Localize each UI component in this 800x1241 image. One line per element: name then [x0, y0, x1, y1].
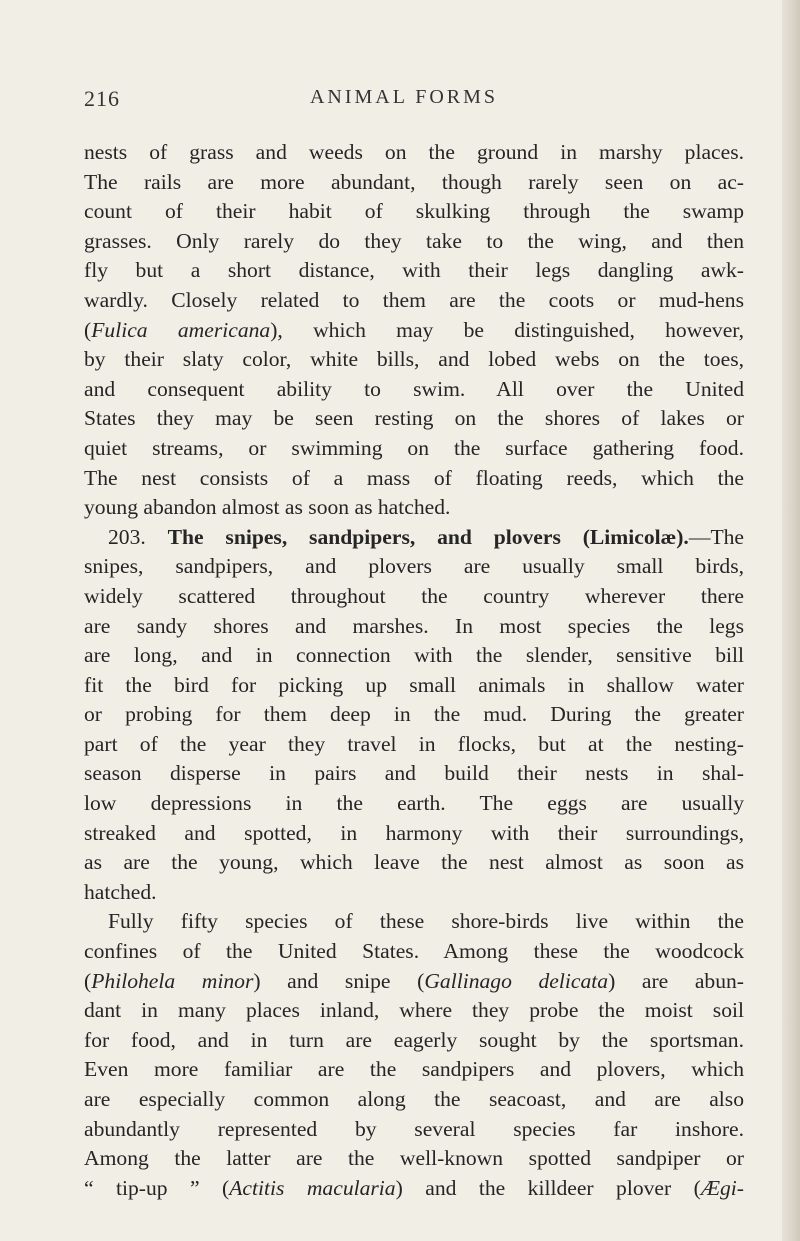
- text-line: count of their habit of skulking through the swamp: [84, 199, 744, 224]
- text-line: part of the year they travel in flocks, but at the nesting-: [84, 731, 744, 756]
- species-name: Ægi-: [700, 1175, 744, 1200]
- section-heading: The snipes, sandpipers, and plovers (Limicolæ).: [167, 524, 689, 549]
- text-line: (Fulica americana), which may be distinguished, however,: [84, 317, 745, 342]
- text-line: or probing for them deep in the mud. During the greater: [84, 702, 744, 727]
- species-name: Actitis macularia: [229, 1175, 396, 1200]
- text-line: grasses. Only rarely do they take to the wing, and then: [84, 228, 744, 253]
- species-name: Gallinago delicata: [424, 968, 609, 993]
- text-line: The rails are more abundant, though rarely seen on ac-: [84, 169, 744, 194]
- text-line: streaked and spotted, in harmony with their surroundings,: [84, 820, 744, 845]
- text-line: Among the latter are the well-known spotted sandpiper or: [84, 1146, 744, 1171]
- text-line: by their slaty color, white bills, and lobed webs on the toes,: [84, 347, 744, 372]
- text-line: confines of the United States. Among these the woodcock: [84, 939, 744, 964]
- species-name: Philohela minor: [91, 968, 254, 993]
- text-line: dant in many places inland, where they probe the moist soil: [84, 998, 744, 1023]
- text-line: fly but a short distance, with their legs dangling awk-: [84, 258, 744, 283]
- text-line: are especially common along the seacoast, and are also: [84, 1087, 744, 1111]
- body-text: [84, 138, 744, 1203]
- text-line: wardly. Closely related to them are the coots or mud-hens: [84, 287, 744, 312]
- text-line: and consequent ability to swim. All over the United: [84, 376, 744, 401]
- running-head: ANIMAL FORMS: [309, 86, 499, 108]
- text-line: Even more familiar are the sandpipers and plovers, which: [84, 1057, 744, 1082]
- text-line: season disperse in pairs and build their nests in shal-: [84, 761, 744, 786]
- text-line: quiet streams, or swimming on the surface gathering food.: [84, 435, 744, 460]
- species-name: Fulica americana: [91, 317, 271, 342]
- text-line: “ tip-up ” (Actitis macularia) and the killdeer plover (Ægi-: [84, 1175, 744, 1200]
- text-line: as are the young, which leave the nest almost as soon as: [84, 850, 744, 875]
- text-line: widely scattered throughout the country wherever there: [84, 583, 744, 608]
- text-line: nests of grass and weeds on the ground in marshy places.: [84, 140, 744, 164]
- text-line: Fully fifty species of these shore-birds live within the: [108, 909, 744, 934]
- text-line: snipes, sandpipers, and plovers are usually small birds,: [84, 554, 744, 579]
- text-line: The nest consists of a mass of floating reeds, which the: [84, 465, 744, 490]
- text-line: States they may be seen resting on the shores of lakes or: [84, 406, 744, 431]
- text-line: for food, and in turn are eagerly sought by the sportsman.: [84, 1027, 744, 1052]
- text-line: are long, and in connection with the slender, sensitive bill: [84, 643, 744, 668]
- text-line: abundantly represented by several species far inshore.: [84, 1116, 744, 1141]
- text-line: low depressions in the earth. The eggs are usually: [84, 791, 744, 816]
- section-heading-line: 203. The snipes, sandpipers, and plovers (Limicolæ).—The: [108, 524, 745, 549]
- page-header: [84, 86, 724, 116]
- text-line: young abandon almost as soon as hatched.: [84, 495, 451, 520]
- text-line: (Philohela minor) and snipe (Gallinago delicata) are abun-: [84, 968, 744, 993]
- page-edge-shadow: [782, 0, 800, 1241]
- page-number: 216: [84, 86, 120, 111]
- text-line: are sandy shores and marshes. In most species the legs: [84, 613, 744, 638]
- text-line: hatched.: [84, 879, 157, 904]
- text-line: fit the bird for picking up small animals in shallow water: [84, 672, 744, 697]
